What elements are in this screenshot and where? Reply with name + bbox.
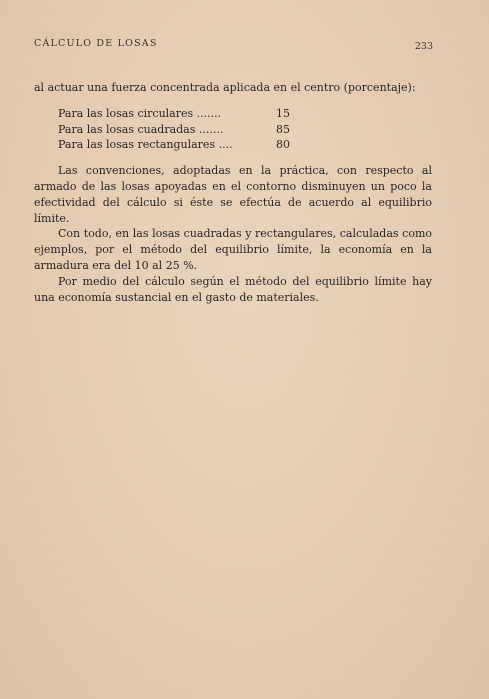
intro-paragraph: al actuar una fuerza concentrada aplicada en el centro (porcentaje): bbox=[34, 81, 416, 94]
percentage-list bbox=[58, 106, 298, 153]
list-item-label: Para las losas rectangulares .... bbox=[58, 138, 233, 152]
list-item-label: Para las losas cuadradas ....... bbox=[58, 122, 224, 136]
running-title: CÁLCULO DE LOSAS bbox=[34, 38, 158, 49]
paragraph: Las convenciones, adoptadas en la práctica, con respecto al armado de las losas apoyadas en el contorno disminuyen un poco la efectividad del cálculo si éste se efectúa de acuerdo al equilibrio límite. bbox=[34, 164, 432, 225]
list-item-value: 85 bbox=[276, 122, 290, 136]
list-item-value: 80 bbox=[276, 138, 290, 152]
paragraph: Por medio del cálculo según el método del equilibrio límite hay una economía sustancial en el gasto de materiales. bbox=[34, 274, 432, 304]
list-item-value: 15 bbox=[276, 106, 290, 120]
list-item bbox=[58, 137, 298, 153]
list-item bbox=[58, 122, 298, 138]
paragraph: Con todo, en las losas cuadradas y rectangulares, calculadas como ejemplos, por el método del equilibrio límite, la economía en la armadura era del 10 al 25 %. bbox=[34, 227, 432, 272]
body-text bbox=[34, 80, 432, 305]
list-item bbox=[58, 106, 298, 122]
list-item-label: Para las losas circulares ....... bbox=[58, 106, 222, 120]
page-number: 233 bbox=[414, 41, 433, 52]
